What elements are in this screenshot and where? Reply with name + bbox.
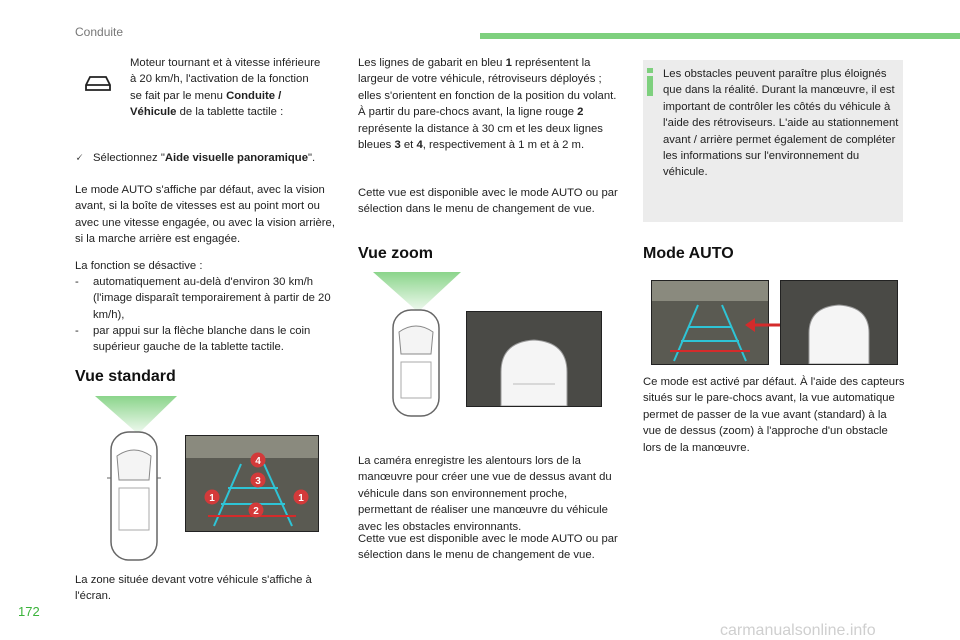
info-icon	[647, 68, 653, 96]
deactivate-item-1: automatiquement au-delà d'environ 30 km/h (l'image disparaît temporairement à partir de 20 km/h),	[93, 276, 331, 321]
page-number: 172	[18, 604, 40, 619]
mode-auto-title: Mode AUTO	[643, 245, 734, 262]
svg-text:4: 4	[255, 456, 261, 467]
standard-caption: La zone située devant votre véhicule s'affiche à l'écran.	[75, 574, 312, 603]
marker-1-right	[293, 489, 309, 510]
zoom-availability: Cette vue est disponible avec le mode AUTO ou par sélection dans le menu de changement de vue.	[358, 533, 618, 562]
car-topview-zoom-illustration	[373, 272, 461, 420]
dash-bullet: -	[75, 276, 79, 288]
standard-availability: Cette vue est disponible avec le mode AUTO ou par sélection dans le menu de changement de vue.	[358, 187, 618, 216]
deactivate-intro: La fonction se désactive :	[75, 260, 203, 272]
checkbox-icon: 🗸	[75, 152, 83, 164]
vue-standard-title: Vue standard	[75, 368, 176, 385]
deactivate-item-2: par appui sur la flèche blanche dans le coin supérieur gauche de la tablette tactile.	[93, 325, 311, 354]
gauge-lines-paragraph: Les lignes de gabarit en bleu 1 représentent la largeur de votre véhicule, rétroviseurs déployés ; elles s'orientent en fonction de la position du volant. À partir du pare-chocs avant, la ligne rouge 2 représente la distance à 30 cm et les deux lignes bleues 3 et 4, respectivement à 1 m et à 2 m.	[358, 57, 617, 152]
marker-1-left	[204, 489, 220, 510]
auto-default-paragraph: Le mode AUTO s'affiche par défaut, avec la vision avant, si la boîte de vitesses est au point mort ou avec une vitesse engagée, ou avec la vision arrière, si la marche arrière est engagée.	[75, 184, 335, 246]
marker-3	[250, 472, 266, 493]
svg-text:1: 1	[209, 493, 215, 504]
camera-screen-zoom	[466, 311, 602, 407]
marker-2	[248, 502, 264, 523]
dash-bullet: -	[75, 325, 79, 337]
car-dashboard-icon	[82, 71, 114, 93]
auto-description: Ce mode est activé par défaut. À l'aide des capteurs situés sur le pare-chocs avant, la vue automatique permet de passer de la vue avant (standard) à la vue de dessus (zoom) à l'approche d'un obstacle lors de la manœuvre.	[643, 376, 905, 454]
vue-zoom-title: Vue zoom	[358, 245, 433, 262]
section-header: Conduite	[75, 25, 124, 39]
svg-text:2: 2	[253, 506, 259, 517]
info-box	[643, 60, 903, 222]
watermark: carmanualsonline.info	[720, 622, 876, 639]
marker-4	[250, 452, 266, 473]
svg-text:3: 3	[255, 476, 261, 487]
zoom-description: La caméra enregistre les alentours lors de la manœuvre pour créer une vue de dessus avant du véhicule dans son environnement proche, permettant de réaliser une manœuvre du véhicule avec les obstacles environnants.	[358, 455, 612, 533]
intro-paragraph: Moteur tournant et à vitesse inférieure à 20 km/h, l'activation de la fonction se fait par le menu Conduite / Véhicule de la tablette tactile :	[130, 57, 321, 119]
info-text: Les obstacles peuvent paraître plus éloignés que dans la réalité. Durant la manœuvre, il est important de contrôler les côtés du véhicule à l'aide des rétroviseurs. L'aide au stationnement avant / arrière permet également de compléter les informations sur l'environnement du véhicule.	[663, 68, 899, 179]
car-topview-illustration	[95, 396, 177, 564]
header-accent-bar	[480, 33, 960, 39]
svg-text:1: 1	[298, 493, 304, 504]
select-instruction: Sélectionnez "Aide visuelle panoramique".	[93, 152, 316, 164]
camera-screen-auto-zoom	[780, 280, 898, 365]
